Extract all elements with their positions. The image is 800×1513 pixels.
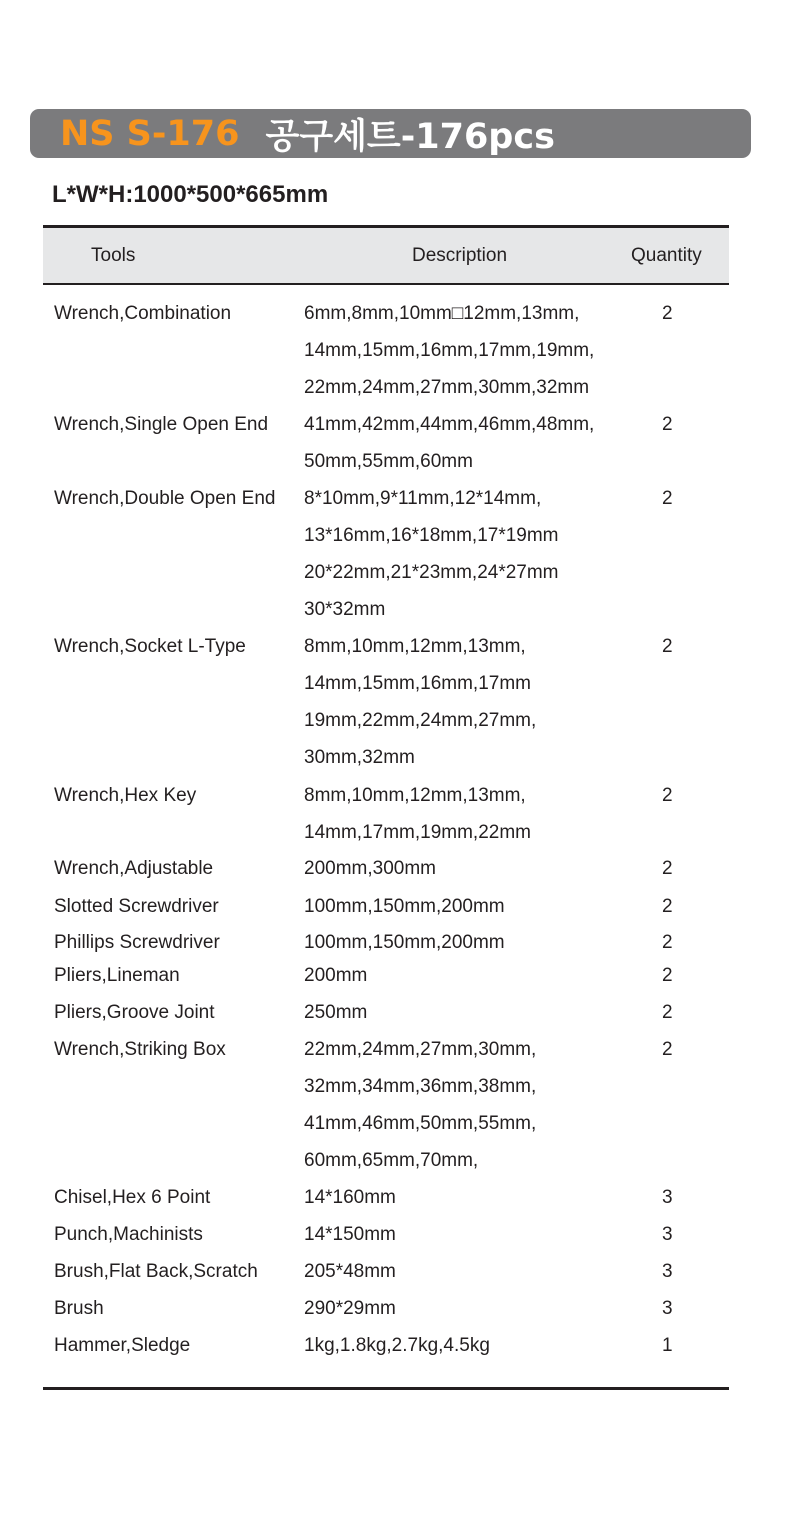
tool-description-line: 32mm,34mm,36mm,38mm, [304, 1076, 537, 1097]
tool-quantity: 2 [662, 932, 673, 953]
tool-description-line: 41mm,46mm,50mm,55mm, [304, 1113, 537, 1134]
column-header-quantity: Quantity [631, 245, 702, 266]
tool-quantity: 2 [662, 1002, 673, 1023]
tool-name: Pliers,Lineman [54, 965, 180, 986]
tool-description-line: 200mm,300mm [304, 858, 436, 879]
tool-quantity: 3 [662, 1187, 673, 1208]
tool-name: Wrench,Double Open End [54, 488, 276, 509]
tool-description-line: 205*48mm [304, 1261, 396, 1282]
title-bar [30, 109, 751, 158]
tool-name: Wrench,Adjustable [54, 858, 214, 879]
tool-name: Wrench,Socket L-Type [54, 636, 246, 657]
tool-description-line: 100mm,150mm,200mm [304, 896, 505, 917]
tool-description-line: 30mm,32mm [304, 747, 415, 768]
tool-description-line: 250mm [304, 1002, 368, 1023]
tool-name: Wrench,Striking Box [54, 1039, 226, 1060]
tool-quantity: 2 [662, 303, 673, 324]
tool-quantity: 2 [662, 636, 673, 657]
tool-quantity: 2 [662, 858, 673, 879]
tool-quantity: 2 [662, 965, 673, 986]
product-name: 공구세트-176pcs [265, 116, 555, 157]
tool-description-line: 1kg,1.8kg,2.7kg,4.5kg [304, 1335, 490, 1356]
tool-description-line: 290*29mm [304, 1298, 396, 1319]
tool-description-line: 200mm [304, 965, 368, 986]
tool-name: Brush,Flat Back,Scratch [54, 1261, 258, 1282]
tool-name: Chisel,Hex 6 Point [54, 1187, 211, 1208]
tool-name: Hammer,Sledge [54, 1335, 191, 1356]
tool-description-line: 6mm,8mm,10mm□12mm,13mm, [304, 303, 580, 324]
tool-name: Wrench,Single Open End [54, 414, 269, 435]
tool-description-line: 8*10mm,9*11mm,12*14mm, [304, 488, 542, 509]
tool-quantity: 2 [662, 896, 673, 917]
tool-name: Phillips Screwdriver [54, 932, 220, 953]
tool-description-line: 14*160mm [304, 1187, 396, 1208]
tool-quantity: 2 [662, 488, 673, 509]
tool-name: Wrench,Combination [54, 303, 232, 324]
column-header-tools: Tools [91, 245, 136, 266]
tool-description-line: 14mm,15mm,16mm,17mm [304, 673, 531, 694]
tool-description-line: 30*32mm [304, 599, 386, 620]
tool-quantity: 1 [662, 1335, 673, 1356]
tool-description-line: 8mm,10mm,12mm,13mm, [304, 636, 526, 657]
column-header-description: Description [412, 245, 508, 266]
tool-quantity: 3 [662, 1298, 673, 1319]
tool-name: Brush [54, 1298, 104, 1319]
table-header [43, 228, 729, 285]
tool-description-line: 13*16mm,16*18mm,17*19mm [304, 525, 559, 546]
tool-description-line: 8mm,10mm,12mm,13mm, [304, 785, 526, 806]
tool-description-line: 22mm,24mm,27mm,30mm, [304, 1039, 537, 1060]
tool-description-line: 41mm,42mm,44mm,46mm,48mm, [304, 414, 595, 435]
product-code: NS S-176 [60, 113, 240, 154]
tool-description-line: 22mm,24mm,27mm,30mm,32mm [304, 377, 590, 398]
tool-name: Slotted Screwdriver [54, 896, 219, 917]
tool-quantity: 2 [662, 785, 673, 806]
tool-name: Punch,Machinists [54, 1224, 203, 1245]
tool-quantity: 3 [662, 1224, 673, 1245]
tool-description-line: 60mm,65mm,70mm, [304, 1150, 479, 1171]
tool-quantity: 3 [662, 1261, 673, 1282]
tool-description-line: 50mm,55mm,60mm [304, 451, 473, 472]
tool-description-line: 14mm,15mm,16mm,17mm,19mm, [304, 340, 595, 361]
tool-description-line: 20*22mm,21*23mm,24*27mm [304, 562, 559, 583]
tool-name: Pliers,Groove Joint [54, 1002, 215, 1023]
table-bottom-rule [43, 1387, 729, 1390]
tool-quantity: 2 [662, 1039, 673, 1060]
tool-description-line: 14mm,17mm,19mm,22mm [304, 822, 531, 843]
tool-description-line: 19mm,22mm,24mm,27mm, [304, 710, 537, 731]
tool-quantity: 2 [662, 414, 673, 435]
tool-description-line: 100mm,150mm,200mm [304, 932, 505, 953]
tool-description-line: 14*150mm [304, 1224, 396, 1245]
tool-name: Wrench,Hex Key [54, 785, 197, 806]
dimensions-label: L*W*H:1000*500*665mm [52, 181, 329, 208]
